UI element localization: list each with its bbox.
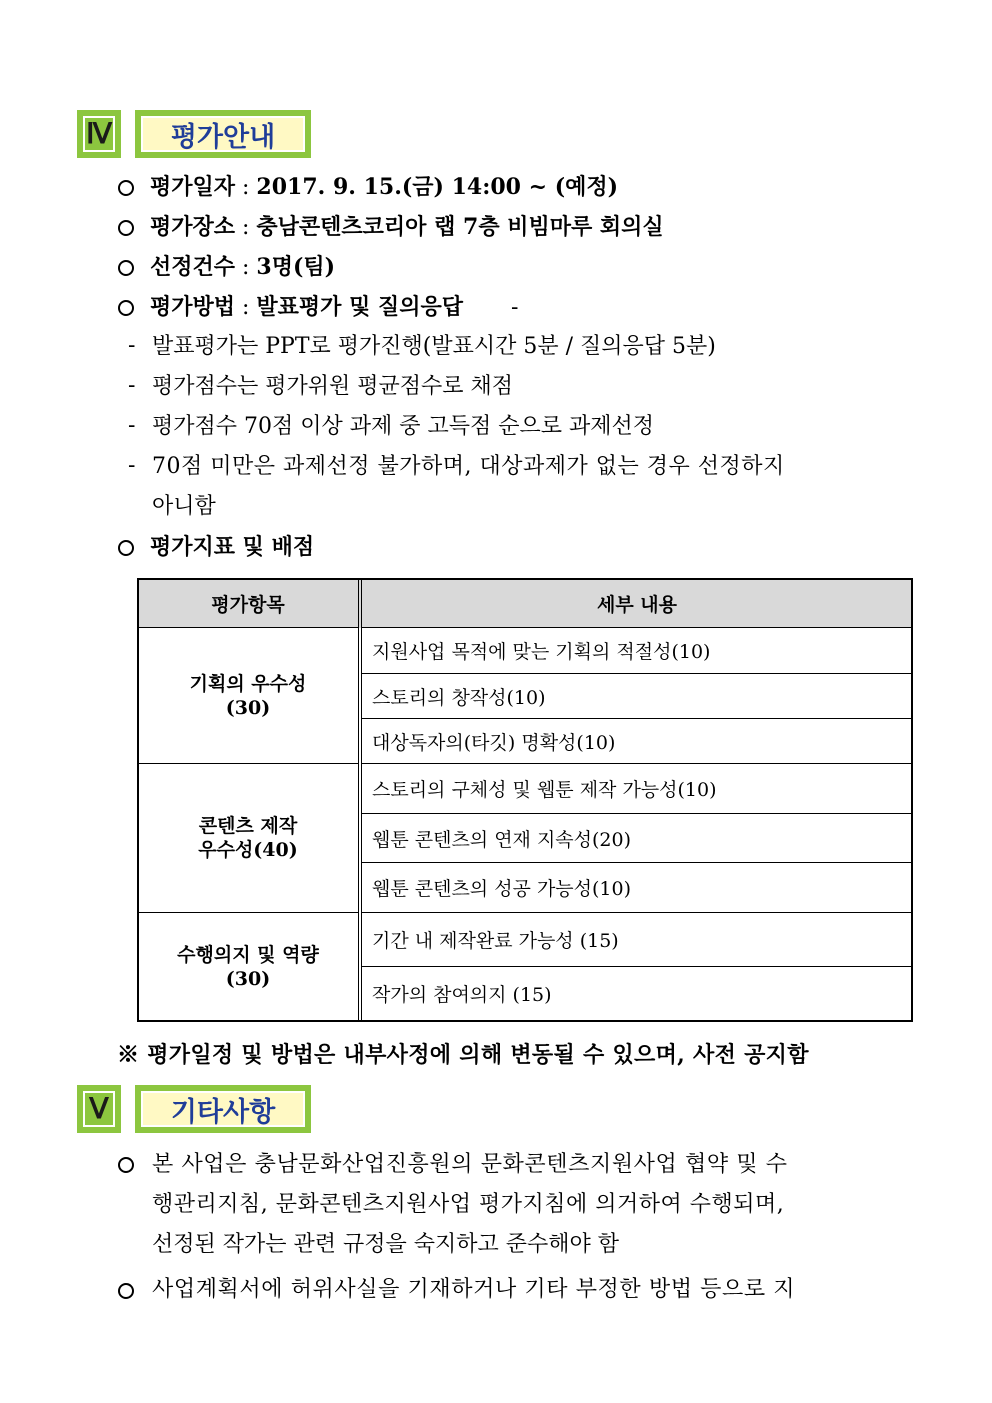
detail-cell: 스토리의 구체성 및 웹툰 제작 가능성(10) [360,764,913,814]
criteria-table [137,578,913,1021]
dash-marker: - [128,413,136,438]
detail-cell: 지원사업 목적에 맞는 기획의 적절성(10) [360,628,913,674]
other-para-line: 본 사업은 충남문화산업진흥원의 문화콘텐츠지원사업 협약 및 수 [152,1152,788,1177]
dash-marker: - [128,373,136,398]
category-cell: 콘텐츠 제작 우수성(40) [138,764,361,913]
eval-date: 평가일자 : 2017. 9. 15.(금) 14:00 ~ (예정) [150,174,619,200]
section-number: Ⅴ [83,1091,115,1127]
bullet-circle-icon [118,220,134,236]
detail-line: 아니함 [152,494,216,519]
detail-cell: 웹툰 콘텐츠의 성공 가능성(10) [360,863,913,913]
section-title: 기타사항 [141,1091,305,1127]
table-row [138,628,913,674]
eval-method: 평가방법 : 발표평가 및 질의응답 - [150,294,519,320]
detail-line: 발표평가는 PPT로 평가진행(발표시간 5분 / 질의응답 5분) [152,334,716,359]
bullet-circle-icon [118,300,134,316]
other-para-line: 사업계획서에 허위사실을 기재하거나 기타 부정한 방법 등으로 지 [152,1277,796,1302]
detail-cell: 기간 내 제작완료 가능성 (15) [360,913,913,967]
section-title-box [135,110,311,158]
dash-marker: - [128,333,136,358]
selection-count: 선정건수 : 3명(팀) [150,254,336,280]
table-row [138,913,913,967]
bullet-circle-icon [118,260,134,276]
eval-place: 평가장소 : 충남콘텐츠코리아 랩 7층 비빔마루 회의실 [150,214,664,240]
section-number-badge [77,110,121,158]
section-number-badge [77,1085,121,1133]
section-number: Ⅳ [83,116,115,152]
detail-cell: 스토리의 창작성(10) [360,674,913,719]
table-header-row [138,579,913,628]
bullet-circle-icon [118,180,134,196]
category-cell: 기획의 우수성 (30) [138,628,361,764]
section-title: 평가안내 [141,116,305,152]
detail-line: 평가점수 70점 이상 과제 중 고득점 순으로 과제선정 [152,414,654,439]
criteria-heading: 평가지표 및 배점 [150,534,315,560]
bullet-circle-icon [118,1157,134,1173]
dash-marker: - [128,453,136,478]
detail-line: 70점 미만은 과제선정 불가하며, 대상과제가 없는 경우 선정하지 [152,454,785,479]
detail-line: 평가점수는 평가위원 평균점수로 채점 [152,374,514,399]
bullet-circle-icon [118,540,134,556]
other-para-line: 선정된 작가는 관련 규정을 숙지하고 준수해야 함 [152,1232,620,1257]
detail-cell: 웹툰 콘텐츠의 연재 지속성(20) [360,814,913,863]
other-para-line: 행관리지침, 문화콘텐츠지원사업 평가지침에 의거하여 수행되며, [152,1192,785,1217]
category-cell: 수행의지 및 역량 (30) [138,913,361,1021]
section-title-box [135,1085,311,1133]
detail-cell: 대상독자의(타깃) 명확성(10) [360,719,913,764]
bullet-circle-icon [118,1283,134,1299]
table-row [138,764,913,814]
header-detail: 세부 내용 [360,579,913,628]
header-category: 평가항목 [138,579,361,628]
schedule-note: ※ 평가일정 및 방법은 내부사정에 의해 변동될 수 있으며, 사전 공지함 [117,1042,809,1068]
detail-cell: 작가의 참여의지 (15) [360,967,913,1021]
